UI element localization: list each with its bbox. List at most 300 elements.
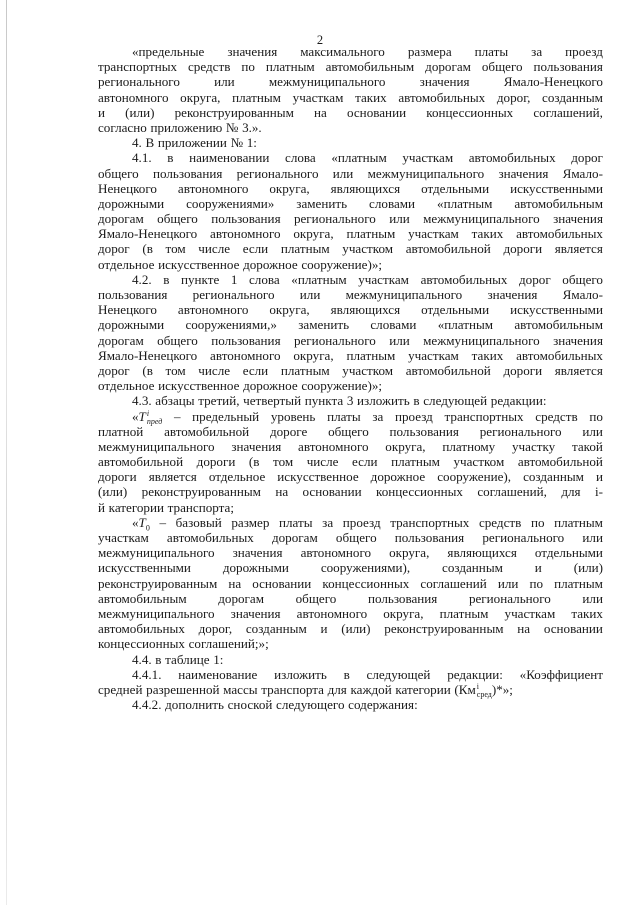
text-line [98, 257, 603, 272]
document-body [98, 44, 603, 712]
word: автомобильным [98, 590, 187, 606]
word: таблице [165, 651, 210, 667]
word: автономного [296, 605, 368, 621]
text-line [98, 454, 603, 469]
word: автомобильных [468, 150, 556, 166]
word: значения [231, 438, 282, 454]
word: участку [512, 438, 556, 454]
word: согласно [98, 119, 147, 135]
word: 4.4.2. [132, 697, 162, 713]
text-line [98, 393, 603, 408]
word: 4.3. [132, 393, 152, 409]
word: дороги [503, 362, 543, 378]
word: редакции: [447, 666, 503, 682]
word: платы [474, 44, 509, 59]
word: 1 [230, 271, 238, 287]
word: таких [471, 226, 504, 242]
word: автомобильных [98, 621, 185, 637]
word: слова [248, 271, 280, 287]
word: «платным [291, 271, 347, 287]
text-line [98, 90, 603, 105]
word: дорожными [98, 195, 165, 211]
word: Ямало-Ненецкого [503, 74, 603, 90]
text-line [98, 105, 603, 120]
formula-t-zero: «$T_0$ [132, 514, 150, 533]
word: транспортных [390, 514, 470, 530]
word: округа, [269, 302, 310, 318]
text-line [98, 317, 603, 332]
text-line [98, 59, 603, 74]
word: регионального [482, 530, 565, 545]
word: дороги [98, 469, 137, 485]
word: пользования [152, 165, 223, 181]
word: общего [562, 271, 603, 287]
word: межмуниципального [98, 545, 215, 561]
word: или [389, 211, 410, 227]
text-line [98, 560, 603, 575]
text-line [98, 409, 603, 424]
word: «платным [437, 195, 493, 211]
word: соглашений;»; [188, 636, 269, 652]
word: пользования [367, 590, 438, 606]
word: автомобильной [405, 362, 491, 378]
text-line [98, 211, 603, 226]
word: округа, [180, 89, 221, 105]
text-line [98, 530, 603, 545]
word: пункта [304, 393, 344, 409]
word: искусственными [510, 180, 603, 196]
word: платным [391, 454, 440, 470]
word: отдельными [421, 180, 490, 196]
word: платным [280, 241, 330, 257]
word: являющихся [330, 302, 401, 318]
word: значения [227, 44, 278, 59]
word: «предельные [132, 44, 205, 59]
word: общего [328, 423, 369, 439]
text-line [98, 135, 603, 150]
word: пользования [211, 332, 281, 348]
word: 3.». [242, 119, 262, 135]
word: созданным [245, 621, 307, 637]
word: участкам [358, 271, 409, 287]
word: общего [157, 332, 198, 348]
word: приложению [150, 119, 223, 135]
word: округа, [383, 605, 424, 621]
word: дорогам [218, 590, 265, 606]
word: платным [439, 605, 489, 621]
word: заменить [298, 317, 350, 333]
word: и [595, 469, 603, 485]
word: словами [370, 317, 417, 333]
text-line [98, 545, 603, 560]
word: автомобильной [164, 423, 250, 439]
word: содержания: [348, 697, 418, 713]
text-line [98, 576, 603, 591]
word: автомобильных [516, 226, 603, 242]
word: автономного [177, 180, 249, 196]
word: реконструированным [384, 621, 504, 637]
word: регионального [98, 74, 180, 90]
word: автономного [300, 545, 372, 561]
word: дорог, [496, 89, 531, 105]
formula-t-pred: «T i пред [132, 408, 163, 426]
word: в [155, 651, 162, 667]
word: дороге [269, 423, 308, 439]
word: i- [594, 484, 603, 500]
word: заменить [296, 195, 348, 211]
text-line [98, 196, 603, 211]
formula-km-sred: (Км i сред )*»; [454, 681, 513, 699]
word: за [322, 514, 334, 530]
word: платным [265, 59, 315, 75]
word: основании [252, 575, 312, 591]
word: или [582, 590, 603, 606]
word: автомобильных [516, 347, 603, 363]
word: проезд [342, 514, 381, 530]
word: платы [279, 514, 313, 530]
word: значения [230, 605, 281, 621]
word: сооружениями), [320, 560, 411, 576]
word: числе [198, 362, 231, 378]
word: (в [142, 241, 153, 257]
word: Ямало-Ненецкого [98, 347, 198, 363]
word: дорог [98, 362, 130, 378]
word: концессионных [426, 104, 514, 120]
text-line [98, 500, 603, 515]
word: третий, [198, 393, 240, 409]
text-line [98, 424, 603, 439]
word: средств [188, 59, 231, 75]
word: пользования [211, 211, 281, 227]
word: предельный [192, 408, 260, 424]
text-line [98, 150, 603, 165]
word: и [320, 621, 328, 637]
word: или [497, 575, 519, 591]
word: участкам [292, 89, 344, 105]
word: значения [498, 165, 549, 181]
word: соглашений, [477, 484, 547, 500]
word: и [534, 560, 542, 576]
word: автомобильной [98, 454, 184, 470]
word: «платным [331, 150, 387, 166]
word: дорогам [98, 332, 144, 348]
word: или [332, 165, 354, 181]
word: каждой [350, 681, 392, 697]
text-line [98, 287, 603, 302]
text-line [98, 74, 603, 89]
text-line [98, 697, 603, 712]
word: платным [346, 226, 396, 242]
word: если [242, 362, 269, 378]
word: словами [369, 195, 416, 211]
word: 3 [346, 393, 354, 409]
word: транспорта [261, 681, 324, 697]
word: созданным [442, 560, 503, 576]
word: для [327, 681, 347, 697]
word: платы [327, 408, 361, 424]
word: в [167, 150, 174, 166]
word: дороги [503, 241, 543, 257]
word: таких [471, 347, 504, 363]
word: искусственное [277, 469, 359, 485]
word: межмуниципального [98, 605, 215, 621]
word: сооружениями» [186, 195, 275, 211]
text-line [98, 591, 603, 606]
text-line [98, 378, 603, 393]
word: участкам [504, 605, 556, 621]
word: отдельными [534, 545, 603, 561]
text-line [98, 272, 603, 287]
word: «Коэффициент [519, 666, 603, 682]
word: или [582, 530, 603, 545]
word: редакции: [490, 393, 547, 409]
word: участкам [402, 150, 454, 166]
word: проезд [394, 408, 433, 424]
word: автономного [298, 438, 369, 454]
word: отдельное [98, 256, 155, 272]
word: Ямало- [562, 165, 603, 181]
word: участком [342, 241, 394, 257]
word: наименовании [189, 150, 270, 166]
word: концессионных [322, 575, 410, 591]
word: в [163, 271, 170, 287]
word: по [529, 575, 544, 591]
word: базовый [175, 514, 222, 530]
word: 4.2. [132, 271, 152, 287]
word: регионального [468, 590, 551, 606]
text-line [98, 166, 603, 181]
word: за [372, 408, 384, 424]
word: участком [453, 454, 505, 470]
word: является [554, 241, 603, 257]
word: если [352, 454, 378, 470]
word: для [561, 484, 581, 500]
word: общего [335, 530, 377, 545]
word: автомобильных [420, 271, 508, 287]
word: участкам [98, 530, 149, 545]
word: значения [419, 74, 470, 90]
word: слова [285, 150, 316, 166]
word: дорожное [243, 378, 298, 394]
word: реконструированным [141, 484, 261, 500]
word: следующей [423, 393, 488, 409]
word: является [148, 469, 197, 485]
word: на [228, 575, 242, 591]
word: отдельными [421, 302, 490, 318]
word: пользования [389, 423, 459, 439]
word: регионального [479, 423, 562, 439]
word: сноской [227, 697, 273, 713]
word: максимального [300, 44, 385, 59]
word: абзацы [155, 393, 195, 409]
text-line [98, 439, 603, 454]
text-line [98, 241, 603, 256]
word: изложить [274, 666, 327, 682]
word: автономного [210, 347, 281, 363]
word: округа, [293, 347, 334, 363]
word: или [299, 287, 321, 302]
word: автомобильных [166, 530, 254, 545]
text-line [98, 606, 603, 621]
word: дорогам [98, 211, 144, 227]
word: искусственное [158, 256, 240, 272]
word: платным [554, 575, 603, 591]
word: регионального [192, 287, 275, 302]
word: 1: [213, 651, 224, 667]
word: участком [342, 362, 394, 378]
word: том [273, 454, 294, 470]
word: значения [553, 211, 603, 227]
word: следующей [366, 666, 431, 682]
word: пункте [180, 271, 220, 287]
word: числе [306, 454, 339, 470]
text-line [98, 652, 603, 667]
word: 4.4. [132, 651, 152, 667]
word: искусственными [510, 302, 603, 318]
word: соглашений [420, 575, 487, 591]
word: средств [478, 514, 522, 530]
word: или [582, 423, 603, 439]
text-line [98, 636, 603, 651]
word: платной [98, 423, 144, 439]
word: округа, [389, 545, 430, 561]
word: искусственное [158, 378, 240, 394]
word: транспорта; [167, 499, 234, 515]
word: дополнить [165, 697, 224, 713]
word: автомобильным [325, 59, 415, 75]
word: основании [302, 484, 362, 500]
word: пользования [394, 530, 465, 545]
word: Ямало-Ненецкого [98, 226, 198, 242]
word: межмуниципального [423, 332, 540, 348]
text-line [98, 302, 603, 317]
text-line [98, 682, 603, 697]
word: участкам [408, 347, 459, 363]
text-line [98, 514, 603, 533]
word: проезд [565, 44, 603, 59]
word: за [531, 44, 543, 59]
word: по [241, 59, 255, 75]
word: общего [157, 211, 198, 227]
word: таких [355, 89, 387, 105]
word: пользования [98, 287, 168, 302]
word: автомобильной [405, 241, 491, 257]
text-line [98, 348, 603, 363]
word: Ненецкого [98, 180, 157, 196]
word: межмуниципального [98, 438, 215, 454]
word: й [98, 499, 106, 515]
word: основании [347, 104, 407, 120]
word: транспортных [98, 59, 178, 75]
text-line [98, 44, 603, 59]
word: значения [487, 287, 538, 302]
word: регионального [236, 165, 319, 181]
word: являющихся [447, 545, 517, 561]
word: категории [395, 681, 451, 697]
text-line [98, 667, 603, 682]
word: том [165, 362, 186, 378]
word: платным [232, 89, 281, 105]
word: регионального [293, 332, 376, 348]
word: межмуниципального [345, 287, 463, 302]
word: дорогам [271, 530, 318, 545]
word: платным [554, 514, 603, 530]
word: автомобильных [398, 89, 486, 105]
word: являющихся [330, 180, 401, 196]
text-line [98, 621, 603, 636]
word: дорог [98, 241, 130, 257]
word: значения [232, 545, 283, 561]
word: общего [295, 590, 337, 606]
word: – [173, 408, 181, 424]
word: или [389, 332, 410, 348]
word: округа, [269, 180, 310, 196]
word: округа, [293, 226, 334, 242]
word: если [242, 241, 269, 257]
word: автомобильным [514, 195, 603, 211]
word: является [554, 362, 603, 378]
word: концессионных [376, 484, 463, 500]
word: такой [571, 438, 603, 454]
word: том [165, 241, 186, 257]
word: автономного [98, 89, 169, 105]
word: массы [223, 681, 258, 697]
word: значения [553, 332, 603, 348]
word: автомобильной [517, 454, 603, 470]
word: платным [346, 347, 396, 363]
word: средств [535, 408, 578, 424]
word: Ненецкого [98, 302, 157, 318]
word: по [530, 514, 545, 530]
word: на [517, 621, 531, 637]
text-line [98, 226, 603, 241]
word: основании [543, 621, 603, 637]
word: сооружение)»; [301, 256, 383, 272]
word: платным [280, 362, 330, 378]
word: дорог, [198, 621, 233, 637]
word: изложить [357, 393, 410, 409]
word: сооружение)»; [301, 378, 383, 394]
word: 1: [246, 135, 257, 151]
word: размер [231, 514, 270, 530]
word: числе [198, 241, 231, 257]
word: Ямало- [562, 287, 603, 302]
word: (или) [98, 484, 128, 500]
word: или [214, 74, 235, 90]
word: № [230, 135, 244, 151]
word: соглашений, [533, 104, 603, 120]
word: созданным [523, 469, 584, 485]
word: транспортных [444, 408, 524, 424]
word: и [98, 104, 106, 120]
word: размера [407, 44, 452, 59]
word: в [343, 666, 350, 682]
word: дорожными [98, 317, 165, 333]
word: автономного [210, 226, 281, 242]
word: следующего [276, 697, 345, 713]
word: средней [98, 681, 143, 697]
word: «платным [437, 317, 494, 333]
word: (или) [125, 104, 155, 120]
word: разрешенной [146, 681, 220, 697]
text-line [98, 469, 603, 484]
scan-edge [6, 0, 7, 905]
word: категории [108, 499, 164, 515]
word: округа, [385, 438, 426, 454]
word: дорог [519, 271, 551, 287]
word: межмуниципального [268, 74, 386, 90]
word: дорогам [425, 59, 471, 75]
